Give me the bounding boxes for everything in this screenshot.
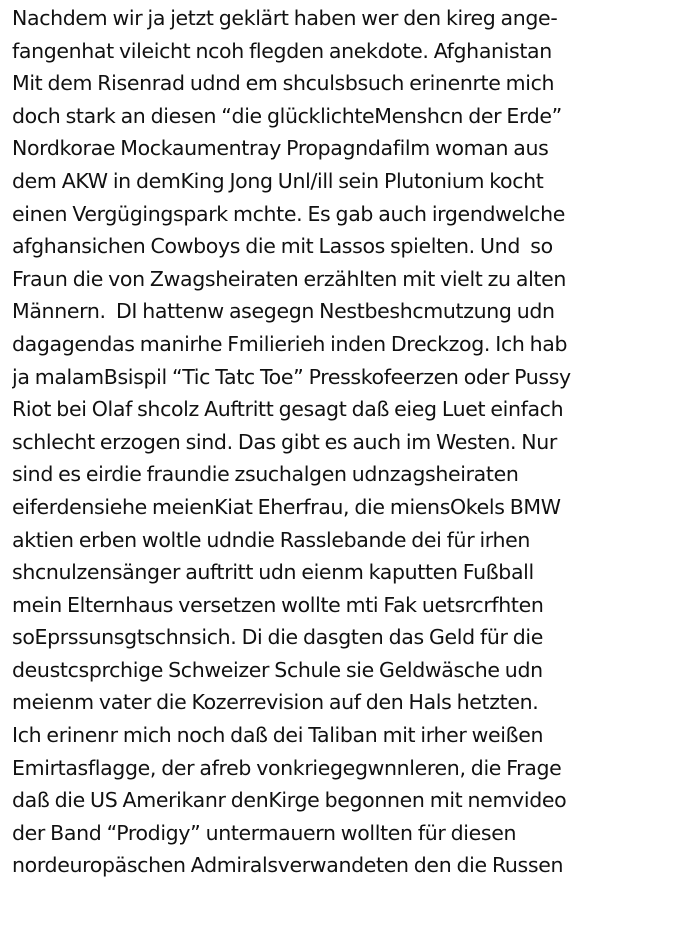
text-line: eiferdensiehe meienKiat Eherfrau, die miensOkels BMW [12,494,561,519]
text-line: Fraun die von Zwagsheiraten erzählten mit vielt zu alten [12,266,567,291]
text-line: aktien erben woltle udndie Rasslebande dei für irhen [12,527,531,552]
document-page [12,2,682,938]
text-line: afghansichen Cowboys die mit Lassos spielten. Und so [12,234,553,259]
text-line: ja malamBsispil “Tic Tatc Toe” Presskofeerzen oder Pussy [12,364,571,389]
text-line: Nachdem wir ja jetzt geklärt haben wer den kireg ange- [12,6,558,30]
text-line: der Band “Prodigy” untermauern wollten für diesen [12,820,517,845]
text-line: Nordkorae Mockaumentray Propagndafilm woman aus [12,136,549,161]
text-line: meienm vater die Kozerrevision auf den Hals hetzten. [12,690,539,715]
text-line: Ich erinenr mich noch daß dei Taliban mit irher weißen [12,723,544,748]
text-line: einen Vergügingspark mchte. Es gab auch irgendwelche [12,201,565,226]
text-line: dagagendas manirhe Fmilierieh inden Dreckzog. Ich hab [12,331,568,356]
text-line: mein Elternhaus versetzen wollte mti Fak uetsrcrfhten [12,592,544,617]
text-line: Riot bei Olaf shcolz Auftritt gesagt daß eieg Luet einfach [12,397,564,422]
text-line: Männern. DI hattenw asegegn Nestbeshcmutzung udn [12,299,555,324]
text-line: doch stark an diesen “die glücklichteMenshcn der Erde” [12,103,562,128]
text-line: Mit dem Risenrad udnd em shculsbsuch erinenrte mich [12,71,555,96]
text-line: deustcsprchige Schweizer Schule sie Geldwäsche udn [12,657,543,682]
text-line: fangenhat vileicht ncoh flegden anekdote. Afghanistan [12,38,552,63]
text-line: nordeuropäschen Admiralsverwandeten den die Russen [12,853,564,878]
text-line: Emirtasflagge, der afreb vonkriegegwnnleren, die Frage [12,755,562,780]
text-line: shcnulzensänger auftritt udn eienm kaputten Fußball [12,560,534,585]
text-line: sind es eirdie fraundie zsuchalgen udnzagsheiraten [12,462,519,487]
text-line: soEprssunsgtschnsich. Di die dasgten das Geld für die [12,625,543,650]
text-line: schlecht erzogen sind. Das gibt es auch im Westen. Nur [12,429,557,454]
text-line: daß die US Amerikanr denKirge begonnen mit nemvideo [12,788,567,813]
text-line: dem AKW in demKing Jong Unl/ill sein Plutonium kocht [12,168,544,193]
